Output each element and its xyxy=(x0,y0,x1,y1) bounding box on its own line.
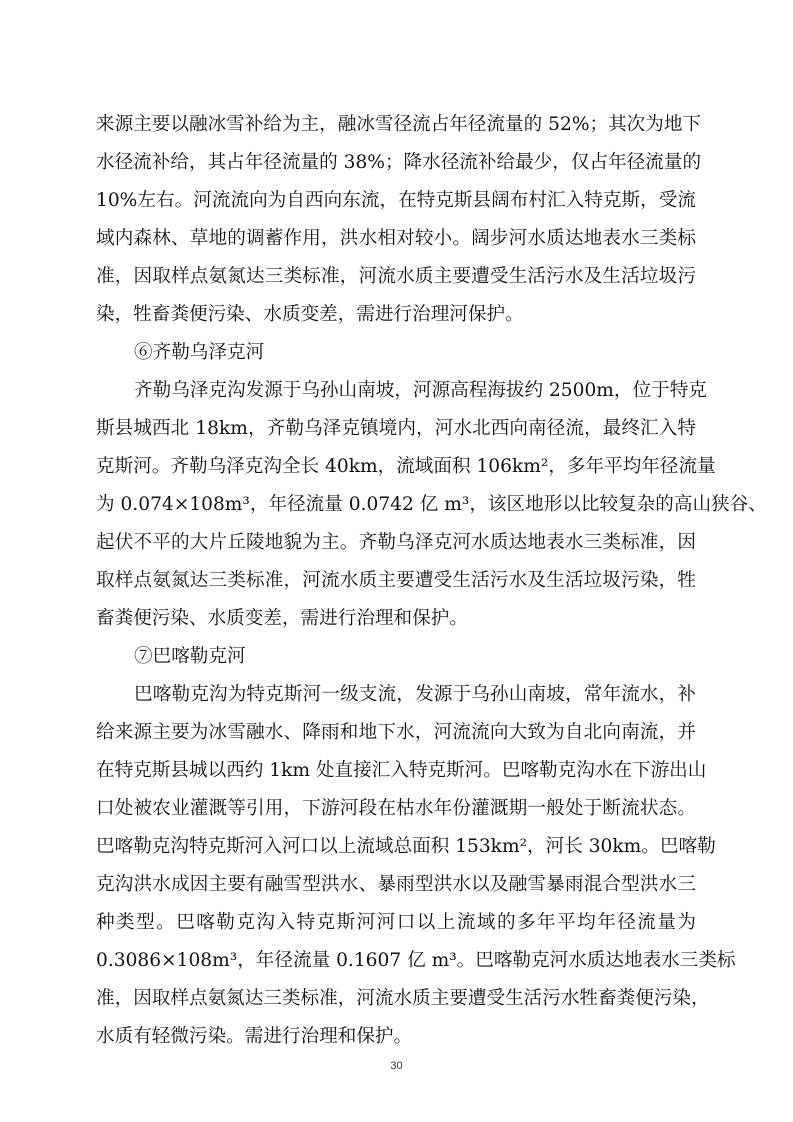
section7-line-7: 种类型。巴喀勒克沟入特克斯河河口以上流域的多年平均年径流量为 xyxy=(96,912,696,933)
section7-line-6: 克沟洪水成因主要有融雪型洪水、暴雨型洪水以及融雪暴雨混合型洪水三 xyxy=(96,874,696,895)
section7-line-9: 准，因取样点氨氮达三类标准，河流水质主要遭受生活污水牲畜粪便污染， xyxy=(96,988,710,1009)
section6-line-1: 齐勒乌泽克沟发源于乌孙山南坡，河源高程海拔约 2500m，位于特克 xyxy=(134,380,707,401)
section7-line-1: 巴喀勒克沟为特克斯河一级支流，发源于乌孙山南坡，常年流水，补 xyxy=(134,684,696,705)
intro-line-1: 来源主要以融冰雪补给为主，融冰雪径流占年径流量的 52%；其次为地下 xyxy=(96,114,702,135)
intro-line-3: 10%左右。河流流向为自西向东流，在特克斯县阔布村汇入特克斯，受流 xyxy=(96,190,696,211)
section7-line-3: 在特克斯县城以西约 1km 处直接汇入特克斯河。巴喀勒克沟水在下游出山 xyxy=(96,760,707,781)
section-heading-qileuzeke: ⑥齐勒乌泽克河 xyxy=(134,342,265,363)
section7-line-5: 巴喀勒克沟特克斯河入河口以上流域总面积 153km²，河长 30km。巴喀勒 xyxy=(96,836,716,857)
section7-line-4: 口处被农业灌溉等引用，下游河段在枯水年份灌溉期一般处于断流状态。 xyxy=(96,798,696,819)
section7-line-8: 0.3086×108m³，年径流量 0.1607 亿 m³。巴喀勒克河水质达地表水三类标 xyxy=(96,950,736,971)
section6-line-6: 取样点氨氮达三类标准，河流水质主要遭受生活污水及生活垃圾污染，牲 xyxy=(96,570,696,591)
section6-line-7: 畜粪便污染、水质变差，需进行治理和保护。 xyxy=(96,608,468,629)
section-heading-bakaleke: ⑦巴喀勒克河 xyxy=(134,646,246,667)
section6-line-2: 斯县城西北 18km，齐勒乌泽克镇境内，河水北西向南径流，最终汇入特 xyxy=(96,418,696,439)
intro-line-5: 准，因取样点氨氮达三类标准，河流水质主要遭受生活污水及生活垃圾污 xyxy=(96,266,696,287)
section6-line-5: 起伏不平的大片丘陵地貌为主。齐勒乌泽克河水质达地表水三类标准，因 xyxy=(96,532,696,553)
section6-line-4: 为 0.074×108m³，年径流量 0.0742 亿 m³，该区地形以比较复杂的高山狭谷、 xyxy=(96,494,767,515)
intro-line-4: 域内森林、草地的调蓄作用，洪水相对较小。阔步河水质达地表水三类标 xyxy=(96,228,696,249)
intro-line-6: 染，牲畜粪便污染、水质变差，需进行治理河保护。 xyxy=(96,304,524,325)
section7-line-10: 水质有轻微污染。需进行治理和保护。 xyxy=(96,1026,413,1047)
page-number: 30 xyxy=(390,1060,403,1072)
intro-line-2: 水径流补给，其占年径流量的 38%；降水径流补给最少，仅占年径流量的 xyxy=(96,152,702,173)
section6-line-3: 克斯河。齐勒乌泽克沟全长 40km，流域面积 106km²，多年平均年径流量 xyxy=(96,456,716,477)
section7-line-2: 给来源主要为冰雪融水、降雨和地下水，河流流向大致为自北向南流，并 xyxy=(96,722,696,743)
